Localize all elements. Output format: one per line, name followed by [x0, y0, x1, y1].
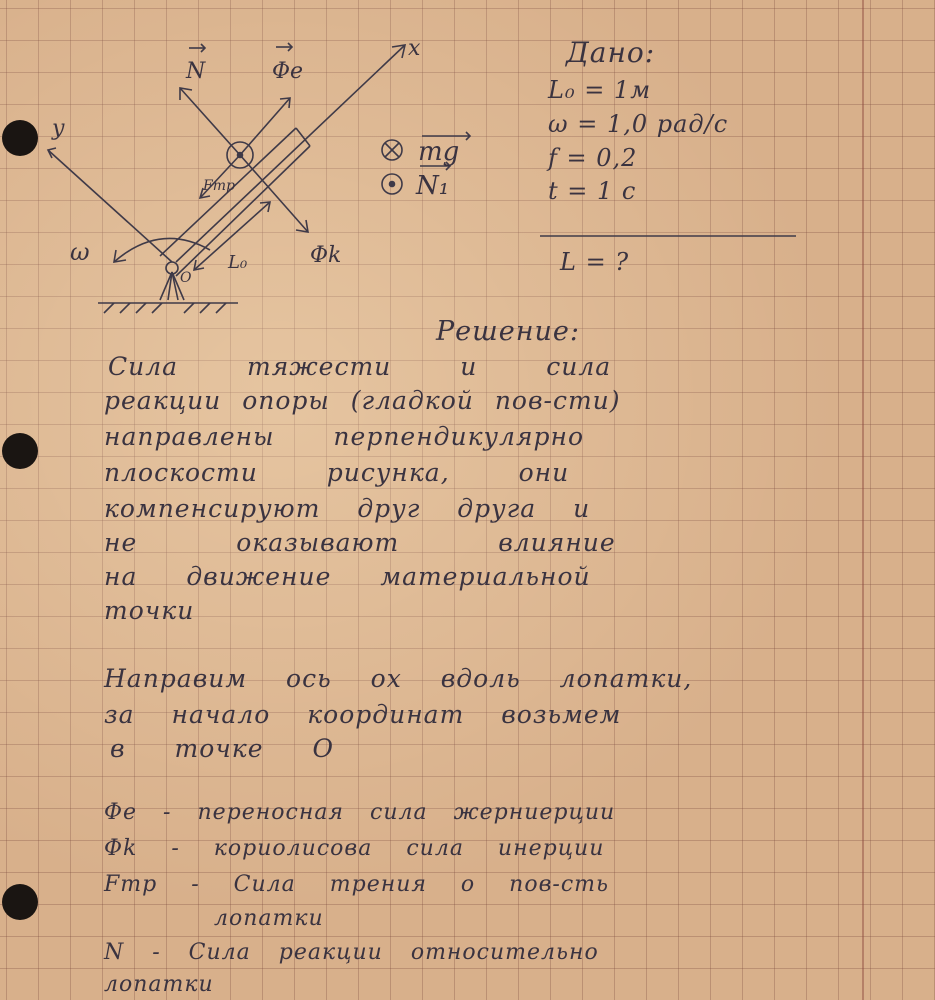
given-title: Дано: — [566, 36, 656, 69]
solution-line: за начало координат возьмем — [104, 700, 622, 729]
force-diagram — [0, 0, 935, 330]
solution-line: не оказывают влияние — [104, 528, 616, 557]
given-line: f = 0,2 — [548, 144, 638, 172]
coriolis-inertia-label: Φk — [310, 243, 342, 268]
solution-line: компенсируют друг друга и — [104, 494, 591, 523]
transport-inertia-label: Φe — [272, 59, 304, 84]
punch-hole — [2, 884, 38, 920]
definition-line: лопатки — [214, 906, 324, 931]
solution-line: на движение материальной — [104, 562, 591, 591]
punch-hole — [2, 433, 38, 469]
definition-line: Fтр - Сила трения о пов-сть — [104, 872, 609, 897]
legend-gravity: mg — [418, 137, 460, 167]
solution-line: точки — [104, 596, 195, 625]
solution-line: направлены перпендикулярно — [104, 422, 585, 451]
solution-line: Направим ось ox вдоль лопатки, — [104, 664, 693, 693]
solution-line: в точке O — [110, 734, 334, 763]
omega-label: ω — [70, 238, 90, 266]
solution-line: Сила тяжести и сила — [108, 352, 612, 381]
given-line: L₀ = 1м — [548, 76, 652, 104]
length-label: L₀ — [228, 252, 248, 273]
given-line: ω = 1,0 рад/с — [548, 110, 729, 138]
normal-force-label: N — [186, 59, 206, 84]
definition-line: N - Сила реакции относительно — [104, 940, 599, 965]
x-axis-label: x — [408, 36, 421, 61]
solution-line: реакции опоры (гладкой пов-сти) — [104, 386, 621, 415]
solution-title: Решение: — [436, 316, 580, 347]
y-axis-label: y — [52, 116, 65, 141]
definition-line: Φk - кориолисова сила инерции — [104, 836, 605, 861]
find-line: L = ? — [560, 248, 630, 276]
origin-label: O — [180, 270, 192, 286]
definition-line: лопатки — [104, 972, 214, 997]
solution-line: плоскости рисунка, они — [104, 458, 570, 487]
definition-line: Φe - переносная сила жерниерции — [104, 800, 616, 825]
friction-force-label: Fтр — [203, 178, 235, 194]
legend-reaction: N₁ — [416, 171, 450, 201]
given-line: t = 1 с — [548, 177, 637, 205]
